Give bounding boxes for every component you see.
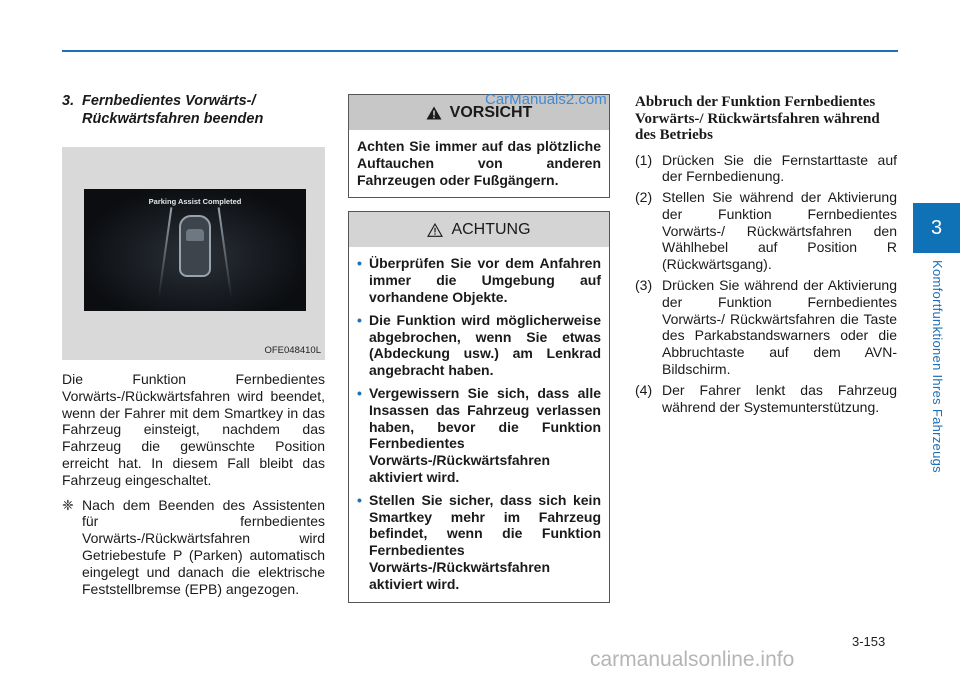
parking-guide-line-left xyxy=(158,207,173,298)
list-item xyxy=(357,385,601,486)
section-title-line1: Fernbedientes Vorwärts-/ xyxy=(82,93,256,109)
achtung-box xyxy=(348,211,610,602)
list-item xyxy=(635,277,897,378)
list-item-text: Die Funktion wird möglicherweise abgebrochen, wenn Sie etwas (Abdeckung usw.) am Lenkrad angebracht haben. xyxy=(369,311,601,379)
step-text: Der Fahrer lenkt das Fahrzeug während der Systemunterstützung. xyxy=(662,381,897,415)
middle-column xyxy=(348,94,610,603)
bullet-icon: • xyxy=(357,311,362,328)
step-text: Drücken Sie während der Aktivierung der Funktion Fernbedientes Vorwärts-/ Rückwärtsfahren die Taste des Parkabstandswarners oder die Abbruchtaste auf dem AVN-Bildschirm. xyxy=(662,277,897,378)
list-item xyxy=(635,189,897,273)
step-number: (3) xyxy=(635,277,653,294)
achtung-body xyxy=(349,247,609,601)
right-column xyxy=(635,94,897,419)
note xyxy=(62,497,325,598)
display-screen-image xyxy=(84,189,306,311)
vorsicht-label: VORSICHT xyxy=(449,103,533,121)
vorsicht-box xyxy=(348,94,610,198)
list-item xyxy=(357,255,601,305)
achtung-list xyxy=(357,255,601,592)
chapter-title: Komfortfunktionen Ihres Fahrzeugs xyxy=(930,260,945,473)
list-item-text: Überprüfen Sie vor dem Anfahren immer die Umgebung auf vorhandene Objekte. xyxy=(369,255,601,305)
achtung-label: ACHTUNG xyxy=(451,220,531,238)
achtung-header xyxy=(349,212,609,247)
bullet-icon: • xyxy=(357,384,362,401)
step-text: Stellen Sie während der Aktivierung der Funktion Fernbedientes Vorwärts-/ Rückwärtsfahren den Wählhebel auf Position R (Rückwärtsgang). xyxy=(662,189,897,273)
figure-code: OFE048410L xyxy=(264,345,321,356)
step-number: (2) xyxy=(635,189,653,206)
bullet-icon: • xyxy=(357,255,362,272)
abort-steps xyxy=(635,152,897,416)
top-rule xyxy=(62,50,898,52)
step-number: (4) xyxy=(635,381,653,398)
bullet-icon: • xyxy=(357,491,362,508)
step-number: (1) xyxy=(635,151,653,168)
note-text: Nach dem Beenden des Assistenten für fernbedientes Vorwärts-/Rückwärtsfahren wird Getriebestufe P (Parken) automatisch eingelegt und danach die elektrische Feststellbremse (EPB) angezogen. xyxy=(82,496,325,597)
footer-watermark-link[interactable]: carmanualsonline.info xyxy=(590,648,795,671)
list-item xyxy=(357,312,601,379)
section-title-line2: Rückwärtsfahren beenden xyxy=(82,111,264,127)
note-symbol-icon: ❈ xyxy=(62,496,74,513)
list-item xyxy=(357,492,601,593)
chapter-tab: 3 xyxy=(913,203,960,253)
page-number: 3-153 xyxy=(852,634,886,649)
watermark-link[interactable]: CarManuals2.com xyxy=(485,91,607,108)
warning-triangle-icon xyxy=(426,106,442,120)
section-title xyxy=(62,92,325,128)
step-text: Drücken Sie die Fernstarttaste auf der Fernbedienung. xyxy=(662,151,897,185)
figure xyxy=(62,147,325,360)
body-paragraph: Die Funktion Fernbedientes Vorwärts-/Rückwärtsfahren wird beendet, wenn der Fahrer mit dem Smartkey in das Fahrzeug einsteigt, nachdem das Fahrzeug die gewünschte Position erreicht hat. In diesem Fall bleibt das Fahrzeug eingeschaltet. xyxy=(62,371,325,488)
caution-triangle-icon xyxy=(427,223,443,237)
vorsicht-text: Achten Sie immer auf das plötzliche Auftauchen von anderen Fahrzeugen oder Fußgängern. xyxy=(357,138,601,188)
section-number: 3. xyxy=(62,93,75,109)
abort-heading: Abbruch der Funktion Fernbedientes Vorwärts-/ Rückwärtsfahren während des Betriebs xyxy=(635,94,880,143)
left-column xyxy=(62,92,325,597)
parking-guide-line-right xyxy=(218,207,233,298)
list-item-text: Stellen Sie sicher, dass sich kein Smartkey mehr im Fahrzeug befindet, wenn die Funktion Fernbedientes Vorwärts-/Rückwärtsfahren aktiviert wird. xyxy=(369,491,601,592)
list-item-text: Vergewissern Sie sich, dass alle Insassen das Fahrzeug verlassen haben, bevor die Funktion Fernbedientes Vorwärts-/Rückwärtsfahren aktiviert wird. xyxy=(369,384,601,485)
screen-caption: Parking Assist Completed xyxy=(148,197,242,206)
car-icon xyxy=(179,215,211,277)
list-item xyxy=(635,152,897,186)
list-item xyxy=(635,382,897,416)
